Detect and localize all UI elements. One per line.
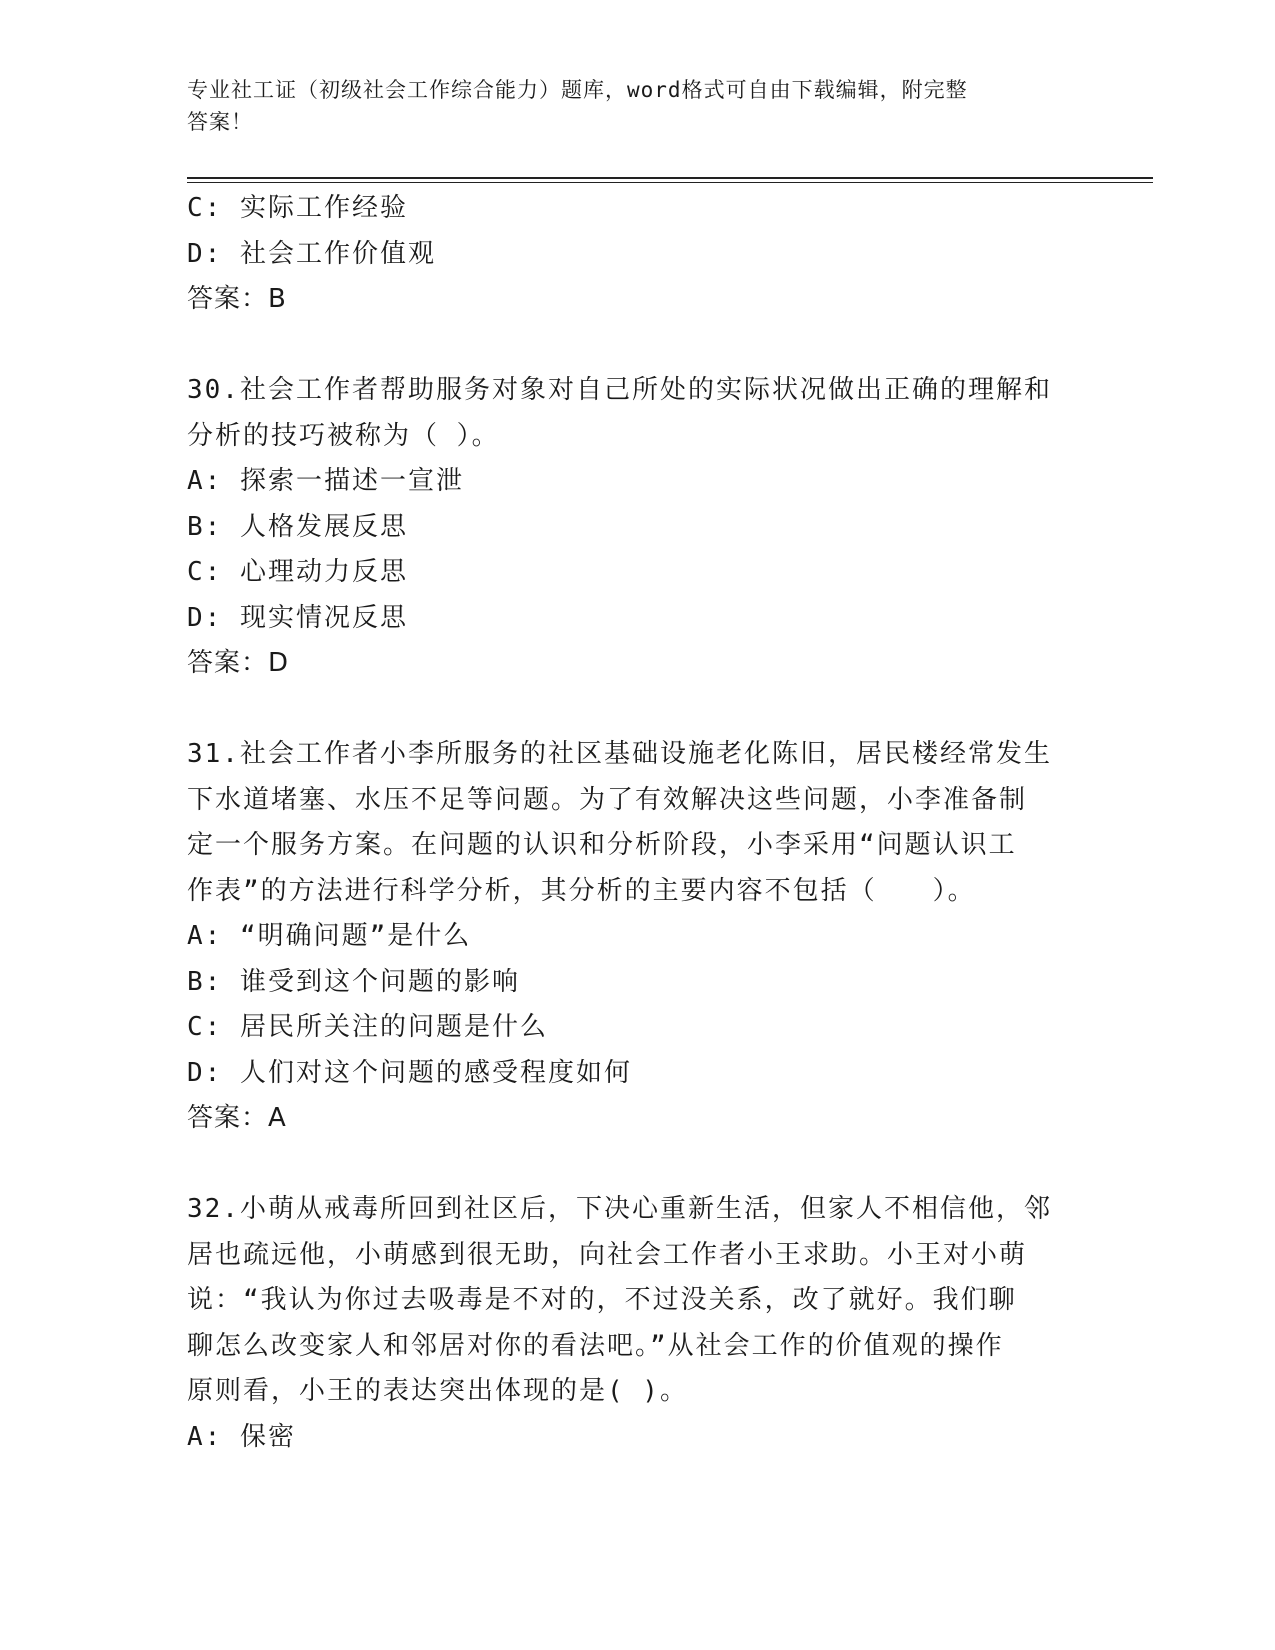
option-text: 人格发展反思	[239, 511, 408, 542]
option-d	[187, 1051, 1087, 1097]
question-stem-line: 聊怎么改变家人和邻居对你的看法吧。”从社会工作的价值观的操作	[187, 1330, 1004, 1361]
prev-question-block	[187, 186, 1087, 323]
question-stem-line: 说：“我认为你过去吸毒是不对的，不过没关系，改了就好。我们聊	[187, 1285, 1017, 1315]
option-label: B:	[187, 966, 223, 997]
option-a	[187, 914, 1087, 960]
question-stem-line: 定一个服务方案。在问题的认识和分析阶段，小李采用“问题认识工	[187, 830, 1017, 860]
option-b	[187, 960, 1087, 1006]
option-label: C:	[187, 1012, 223, 1042]
option-label: C:	[187, 193, 223, 223]
option-text: 心理动力反思	[239, 557, 408, 587]
question-stem-line: 分析的技巧被称为（ ）。	[187, 420, 500, 451]
question-stem-line: 作表”的方法进行科学分析，其分析的主要内容不包括（ ）。	[187, 875, 976, 906]
option-label: D:	[187, 602, 223, 633]
option-label: D:	[187, 1057, 223, 1088]
spacer	[187, 1142, 1087, 1188]
option-label: C:	[187, 557, 223, 587]
header-rule-thick	[187, 177, 1153, 179]
spacer	[187, 323, 1087, 369]
option-d	[187, 596, 1087, 642]
page-header	[187, 74, 1067, 138]
question-stem-line: 32.小萌从戒毒所回到社区后，下决心重新生活，但家人不相信他，邻	[187, 1194, 1052, 1224]
header-line-1: 专业社工证（初级社会工作综合能力）题库，word格式可自由下载编辑，附完整	[187, 78, 968, 102]
question-stem-line: 原则看，小王的表达突出体现的是( )。	[187, 1376, 688, 1406]
header-line-2: 答案！	[187, 110, 253, 134]
option-d	[187, 232, 1087, 278]
option-b	[187, 505, 1087, 551]
option-text: 探索一描述一宣泄	[239, 466, 464, 496]
option-c	[187, 550, 1087, 596]
option-label: D:	[187, 238, 223, 269]
option-text: 谁受到这个问题的影响	[239, 966, 520, 997]
option-a	[187, 1415, 1087, 1461]
option-label: A:	[187, 1421, 223, 1452]
spacer	[187, 687, 1087, 733]
question-stem-line: 30.社会工作者帮助服务对象对自己所处的实际状况做出正确的理解和	[187, 375, 1052, 405]
answer-line: 答案：D	[187, 648, 290, 678]
option-label: B:	[187, 511, 223, 542]
option-text: 保密	[239, 1421, 296, 1452]
option-text: 实际工作经验	[239, 193, 408, 223]
answer-line: 答案：A	[187, 1103, 287, 1133]
option-label: A:	[187, 466, 223, 496]
question-stem-line: 31.社会工作者小李所服务的社区基础设施老化陈旧，居民楼经常发生	[187, 739, 1052, 769]
question-stem-line: 居也疏远他，小萌感到很无助，向社会工作者小王求助。小王对小萌	[187, 1239, 1028, 1270]
question-30	[187, 368, 1087, 687]
header-rule-thin	[187, 182, 1153, 183]
option-label: A:	[187, 921, 223, 951]
option-text: 人们对这个问题的感受程度如何	[239, 1057, 632, 1088]
question-31	[187, 732, 1087, 1142]
option-text: 现实情况反思	[239, 602, 408, 633]
question-content	[187, 186, 1087, 1460]
option-text: 社会工作价值观	[239, 238, 436, 269]
question-stem-line: 下水道堵塞、水压不足等问题。为了有效解决这些问题，小李准备制	[187, 784, 1028, 815]
option-text: “明确问题”是什么	[239, 921, 472, 951]
option-c	[187, 186, 1087, 232]
option-a	[187, 459, 1087, 505]
answer-line: 答案：B	[187, 284, 287, 314]
question-32	[187, 1187, 1087, 1460]
option-c	[187, 1005, 1087, 1051]
option-text: 居民所关注的问题是什么	[239, 1012, 548, 1042]
